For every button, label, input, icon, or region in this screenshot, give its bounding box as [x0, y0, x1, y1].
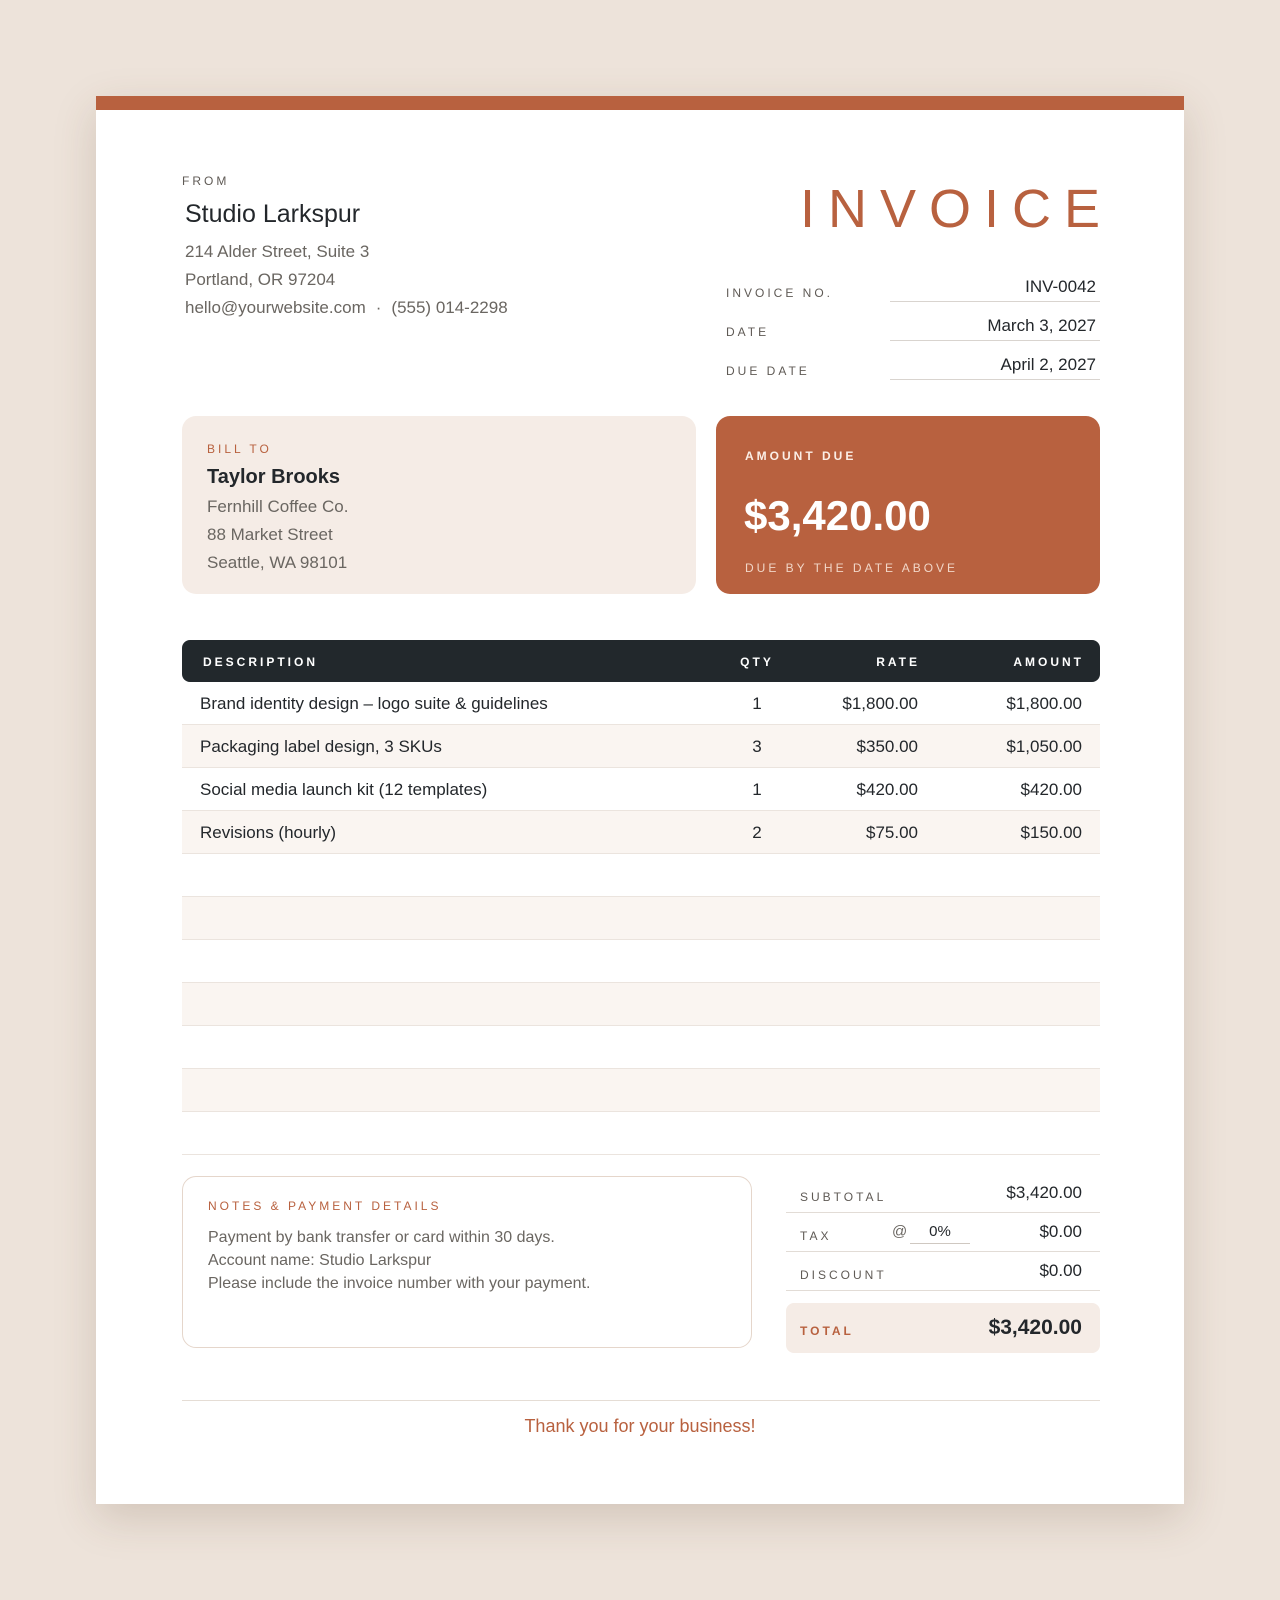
- row-qty[interactable]: 3: [752, 737, 762, 756]
- row-qty[interactable]: 2: [752, 823, 762, 842]
- notes-label: NOTES & PAYMENT DETAILS: [208, 1199, 442, 1213]
- row-qty[interactable]: 1: [752, 780, 762, 799]
- invoice-title: INVOICE: [799, 179, 1113, 239]
- sender-name[interactable]: Studio Larkspur: [185, 200, 361, 228]
- sender-contact-line: [185, 298, 508, 318]
- table-row-empty: [182, 940, 1100, 983]
- invoice-date-field[interactable]: March 3, 2027: [890, 311, 1100, 341]
- total-label: TOTAL: [800, 1324, 854, 1338]
- tax-row: [786, 1213, 1100, 1252]
- amount-due-value: $3,420.00: [744, 492, 931, 539]
- table-row-empty: [182, 854, 1100, 897]
- line-items-table: [182, 640, 1100, 1155]
- table-row: [182, 682, 1100, 725]
- table-header: [182, 640, 1100, 682]
- row-amount: $150.00: [1020, 823, 1082, 842]
- row-amount: $420.00: [1020, 780, 1082, 799]
- client-company[interactable]: Fernhill Coffee Co.: [207, 497, 349, 516]
- amount-due-label: AMOUNT DUE: [745, 449, 857, 463]
- tax-at-symbol: @: [892, 1223, 908, 1240]
- contact-separator: ·: [375, 298, 382, 317]
- row-rate[interactable]: $350.00: [856, 737, 918, 756]
- invoice-number-label: INVOICE NO.: [726, 286, 834, 300]
- row-description[interactable]: Revisions (hourly): [200, 823, 337, 842]
- total-row: [786, 1303, 1100, 1353]
- notes-box: [182, 1176, 752, 1348]
- sender-email[interactable]: hello@yourwebsite.com: [185, 298, 366, 317]
- table-row: [182, 768, 1100, 811]
- notes-line-2[interactable]: Account name: Studio Larkspur: [208, 1252, 432, 1269]
- tax-label: TAX: [800, 1229, 832, 1243]
- invoice-date-row: [726, 311, 1100, 349]
- discount-label: DISCOUNT: [800, 1268, 887, 1282]
- table-row-empty: [182, 1026, 1100, 1069]
- client-address-line-1[interactable]: 88 Market Street: [207, 525, 333, 544]
- client-name[interactable]: Taylor Brooks: [207, 466, 340, 488]
- column-header-description: DESCRIPTION: [203, 655, 319, 669]
- totals-panel: [786, 1174, 1100, 1353]
- table-row: [182, 811, 1100, 854]
- tax-value: $0.00: [1039, 1222, 1082, 1241]
- notes-line-3[interactable]: Please include the invoice number with your payment.: [208, 1275, 591, 1292]
- bill-to-label: BILL TO: [207, 442, 272, 456]
- total-value: $3,420.00: [988, 1316, 1082, 1339]
- row-rate[interactable]: $1,800.00: [842, 694, 918, 713]
- sender-phone[interactable]: (555) 014-2298: [391, 298, 508, 317]
- table-row: [182, 725, 1100, 768]
- due-date-field[interactable]: April 2, 2027: [890, 350, 1100, 380]
- accent-top-bar: [96, 96, 1184, 110]
- invoice-number-row: [726, 272, 1100, 310]
- row-amount: $1,800.00: [1006, 694, 1082, 713]
- subtotal-row: [786, 1174, 1100, 1213]
- column-header-amount: AMOUNT: [1013, 655, 1084, 669]
- sender-address-line-2[interactable]: Portland, OR 97204: [185, 270, 336, 289]
- row-description[interactable]: Social media launch kit (12 templates): [200, 780, 488, 799]
- invoice-number-field[interactable]: INV-0042: [890, 272, 1100, 302]
- from-label: FROM: [182, 174, 230, 188]
- tax-rate-input[interactable]: 0%: [910, 1222, 970, 1244]
- amount-due-note: DUE BY THE DATE ABOVE: [745, 561, 959, 575]
- subtotal-value: $3,420.00: [1006, 1183, 1082, 1202]
- sender-address-line-1[interactable]: 214 Alder Street, Suite 3: [185, 242, 370, 261]
- row-amount: $1,050.00: [1006, 737, 1082, 756]
- invoice-sheet: [96, 96, 1184, 1504]
- amount-due-card: [716, 416, 1100, 594]
- thank-you-message: Thank you for your business!: [524, 1416, 756, 1436]
- table-row-empty: [182, 897, 1100, 940]
- due-date-label: DUE DATE: [726, 364, 810, 378]
- column-header-rate: RATE: [876, 655, 920, 669]
- row-rate[interactable]: $420.00: [856, 780, 918, 799]
- table-row-empty: [182, 1112, 1100, 1155]
- invoice-date-label: DATE: [726, 325, 770, 339]
- footer-divider: [182, 1400, 1100, 1401]
- bill-to-card: [182, 416, 696, 594]
- table-row-empty: [182, 983, 1100, 1026]
- row-description[interactable]: Brand identity design – logo suite & guidelines: [200, 694, 548, 713]
- discount-value[interactable]: $0.00: [1039, 1261, 1082, 1280]
- subtotal-label: SUBTOTAL: [800, 1190, 887, 1204]
- notes-line-1[interactable]: Payment by bank transfer or card within 30 days.: [208, 1229, 555, 1246]
- table-row-empty: [182, 1069, 1100, 1112]
- discount-row: [786, 1252, 1100, 1291]
- row-qty[interactable]: 1: [752, 694, 762, 713]
- column-header-qty: QTY: [740, 655, 774, 669]
- due-date-row: [726, 350, 1100, 388]
- row-rate[interactable]: $75.00: [866, 823, 918, 842]
- row-description[interactable]: Packaging label design, 3 SKUs: [200, 737, 442, 756]
- client-address-line-2[interactable]: Seattle, WA 98101: [207, 553, 348, 572]
